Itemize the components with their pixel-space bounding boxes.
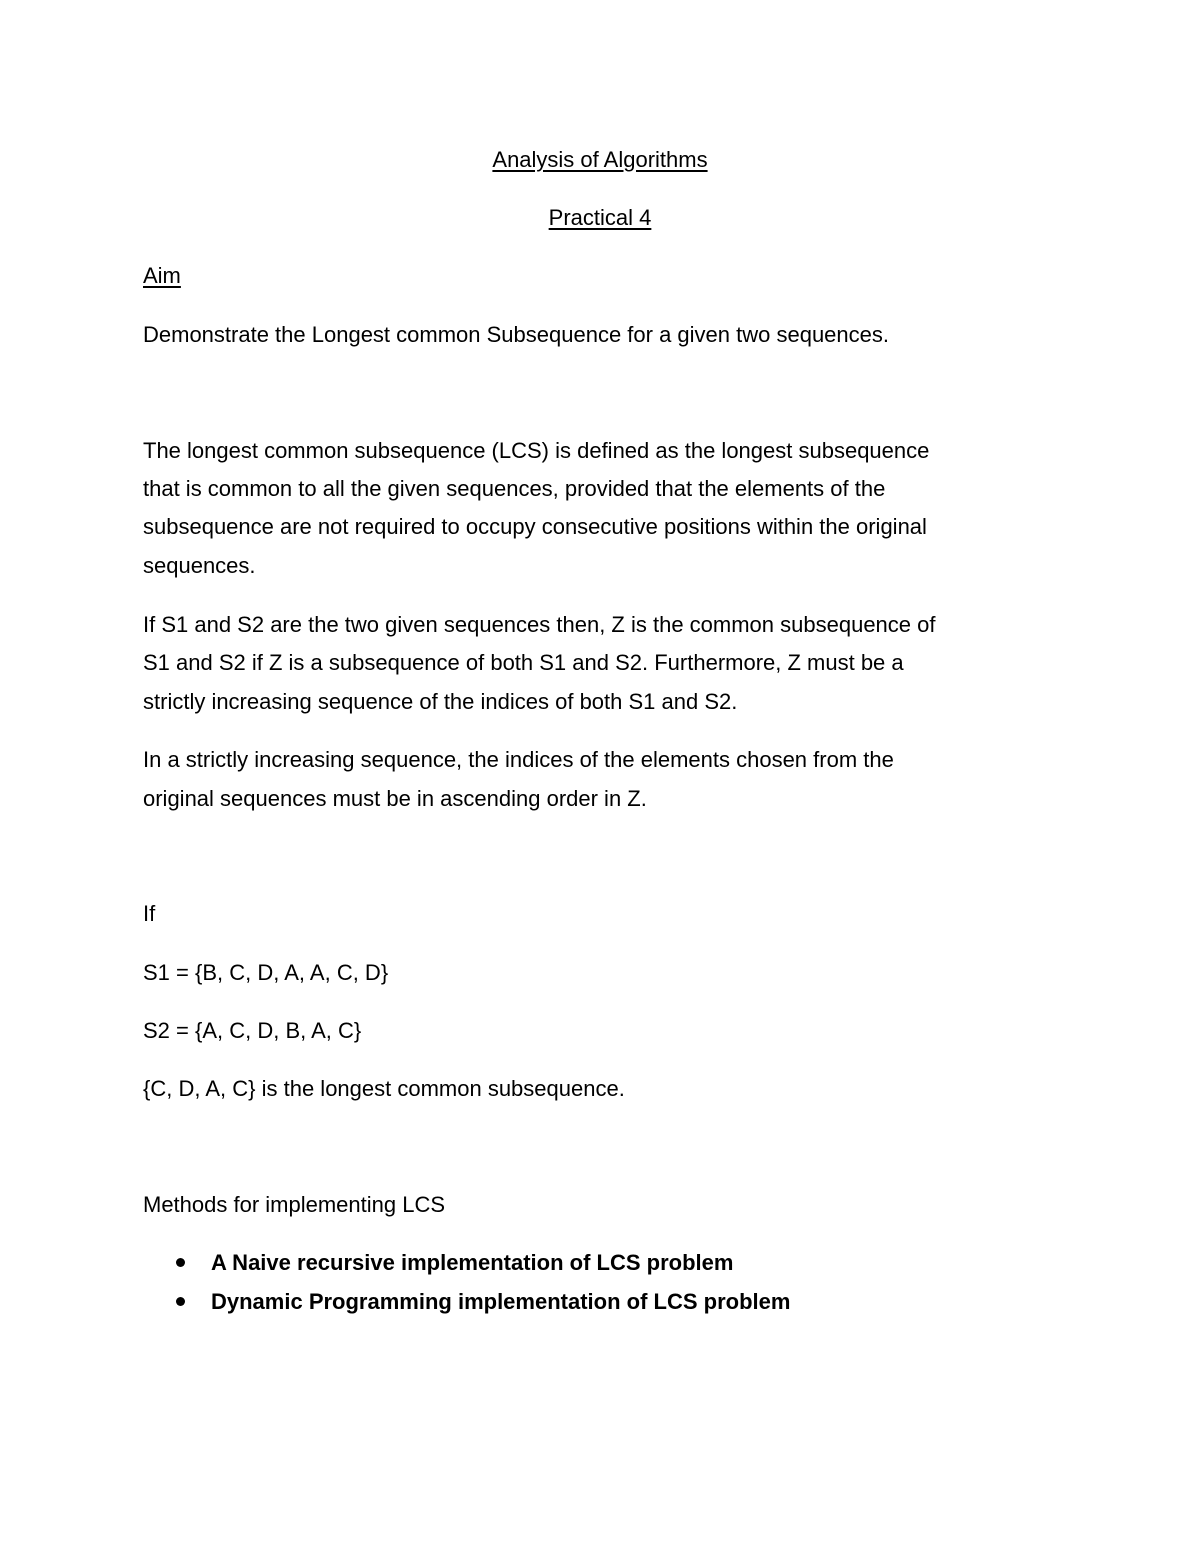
para1-line-2: that is common to all the given sequences, provided that the elements of the [143, 476, 886, 501]
list-item [143, 1288, 1043, 1316]
aim-heading: Aim [143, 263, 181, 288]
example-s2: S2 = {A, C, D, B, A, C} [143, 1018, 362, 1043]
para1-line-3: subsequence are not required to occupy consecutive positions within the original [143, 514, 927, 539]
para3-line-1: In a strictly increasing sequence, the indices of the elements chosen from the [143, 747, 894, 772]
aim-text: Demonstrate the Longest common Subsequence for a given two sequences. [143, 322, 890, 347]
para2-line-3: strictly increasing sequence of the indices of both S1 and S2. [143, 689, 738, 714]
example-s1: S1 = {B, C, D, A, A, C, D} [143, 960, 389, 985]
bullet-icon [176, 1258, 185, 1267]
methods-heading: Methods for implementing LCS [143, 1192, 446, 1217]
method-item-2: Dynamic Programming implementation of LCS problem [211, 1289, 791, 1314]
document-title: Analysis of Algorithms [492, 147, 708, 172]
list-item [143, 1249, 1043, 1277]
document-subtitle: Practical 4 [548, 205, 652, 230]
example-result: {C, D, A, C} is the longest common subsequence. [143, 1076, 625, 1101]
method-item-1: A Naive recursive implementation of LCS problem [211, 1250, 734, 1275]
example-if: If [143, 901, 156, 926]
para3-line-2: original sequences must be in ascending order in Z. [143, 786, 647, 811]
para1-line-1: The longest common subsequence (LCS) is defined as the longest subsequence [143, 438, 930, 463]
para2-line-1: If S1 and S2 are the two given sequences then, Z is the common subsequence of [143, 612, 936, 637]
para1-line-4: sequences. [143, 553, 256, 578]
para2-line-2: S1 and S2 if Z is a subsequence of both S1 and S2. Furthermore, Z must be a [143, 650, 904, 675]
bullet-icon [176, 1297, 185, 1306]
